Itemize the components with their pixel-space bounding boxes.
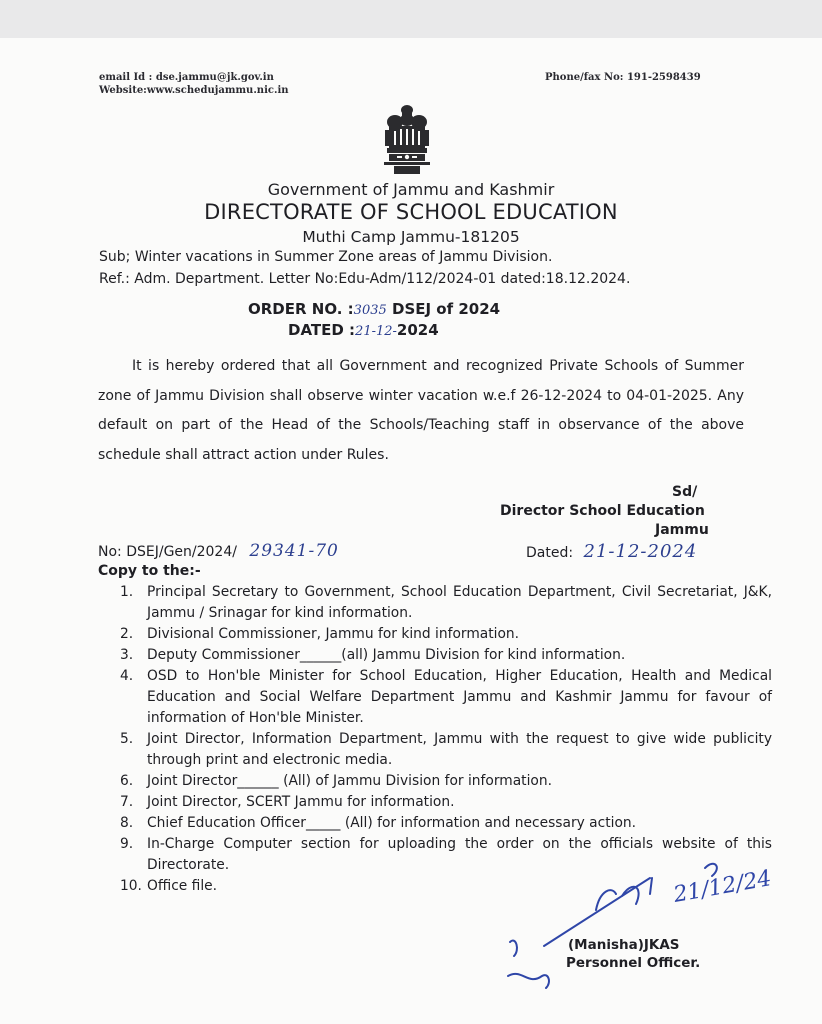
dispatch-dated-label: Dated: [526, 545, 574, 561]
directorate-address: Muthi Camp Jammu-181205 [302, 228, 520, 246]
copy-item: 8. Chief Education Officer_____ (All) for information and necessary action. [120, 815, 637, 831]
officer-name: (Manisha)JKAS [568, 937, 680, 953]
sd-mark: Sd/ [672, 484, 698, 500]
dispatch-no-label: No: DSEJ/Gen/2024/ [98, 544, 237, 560]
order-dated-label: DATED : [288, 321, 356, 339]
dispatch-number [98, 541, 339, 561]
order-date-handwritten: 21-12- [355, 324, 397, 339]
copy-item: 7. Joint Director, SCERT Jammu for information. [120, 794, 455, 810]
government-title: Government of Jammu and Kashmir [267, 180, 555, 199]
copy-item: 6. Joint Director______ (All) of Jammu Division for information. [120, 773, 552, 789]
officer-designation: Personnel Officer. [566, 955, 701, 971]
reference-line: Ref.: Adm. Department. Letter No:Edu-Adm/112/2024-01 dated:18.12.2024. [99, 271, 631, 287]
svg-text:21/12/24: 21/12/24 [671, 866, 774, 908]
dispatch-no-handwritten: 29341-70 [249, 541, 339, 561]
dispatch-date-handwritten: 21-12-2024 [583, 541, 698, 562]
directorate-title: DIRECTORATE OF SCHOOL EDUCATION [204, 200, 618, 224]
copy-item: 2. Divisional Commissioner, Jammu for kind information. [120, 626, 520, 642]
order-year: 2024 [396, 321, 439, 339]
phone-line: Phone/fax No: 191-2598439 [545, 72, 701, 83]
signatory-title: Director School Education [500, 503, 705, 519]
order-suffix: DSEJ of 2024 [392, 300, 501, 318]
header-contact [99, 71, 289, 97]
copy-item: 5. Joint Director, Information Department, Jammu with the request to give wide publicity through print and electronic media. [120, 731, 772, 768]
copy-to-list [120, 582, 772, 897]
copy-item: 4. OSD to Hon'ble Minister for School Education, Higher Education, Health and Medical Education and Social Welfare Department Jammu and Kashmir Jammu for favour of information of Hon'ble Minister. [120, 668, 772, 726]
email-line: email Id : dse.jammu@jk.gov.in [99, 72, 274, 83]
order-date [288, 321, 439, 339]
copy-item: 1. Principal Secretary to Government, School Education Department, Civil Secretariat, J&K, Jammu / Srinagar for kind information. [120, 584, 772, 621]
order-body: It is hereby ordered that all Government and recognized Private Schools of Summer zone of Jammu Division shall observe winter vacation w.e.f 26-12-2024 to 04-01-2025. Any default on part of the Head of the Schools/Teaching staff in observance of the above schedule shall attract action under Rules. [98, 358, 744, 463]
dispatch-date [526, 541, 697, 562]
subject-line: Sub; Winter vacations in Summer Zone areas of Jammu Division. [99, 249, 553, 265]
state-emblem-icon [376, 100, 438, 180]
order-number-handwritten: 3035 [353, 303, 387, 318]
copy-item: 9. In-Charge Computer section for uploading the order on the officials website of this Directorate. [120, 836, 772, 873]
copy-item: 10. Office file. [120, 878, 218, 894]
order-number [248, 300, 500, 318]
order-label: ORDER NO. : [248, 300, 354, 318]
copy-item: 3. Deputy Commissioner______(all) Jammu Division for kind information. [120, 647, 626, 663]
copy-heading: Copy to the:- [98, 563, 201, 579]
signatory-place: Jammu [655, 522, 709, 538]
website-line: Website:www.schedujammu.nic.in [99, 85, 289, 96]
